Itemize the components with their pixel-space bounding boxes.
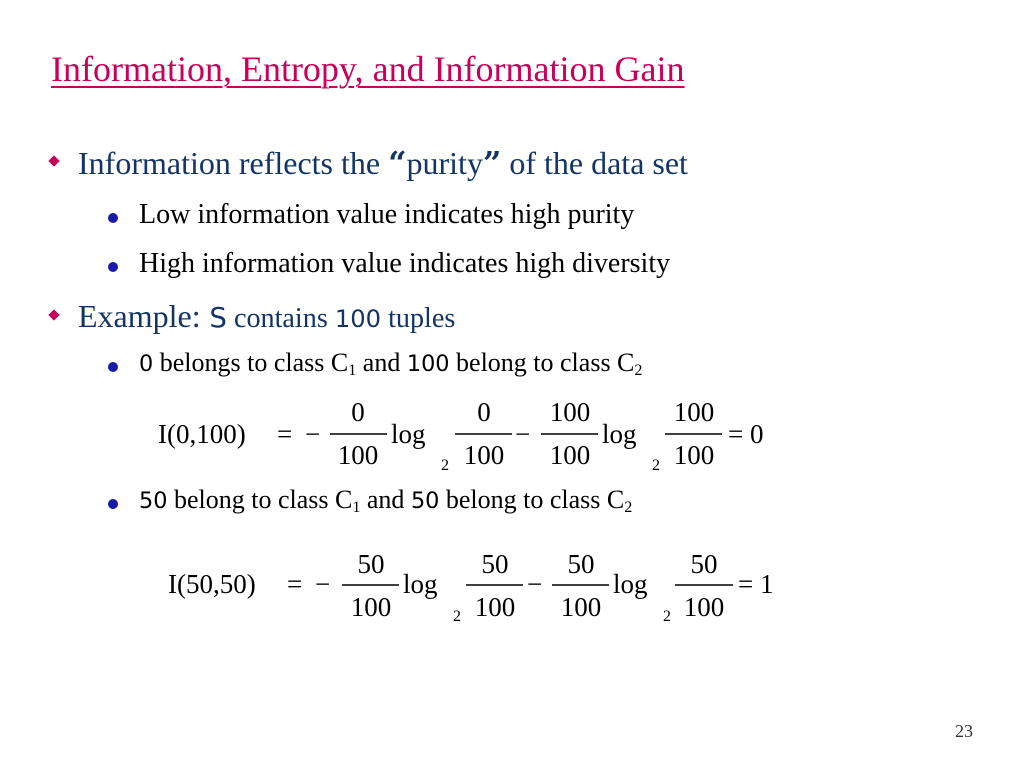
log-base: 2: [453, 608, 461, 625]
fraction-numerator: 50: [481, 549, 509, 579]
fraction-numerator: 50: [357, 549, 385, 579]
fraction-denominator: 100: [560, 592, 602, 622]
log-base: 2: [652, 457, 660, 474]
fraction-numerator: 0: [477, 397, 491, 427]
fraction-denominator: 100: [683, 592, 725, 622]
log-operator: log: [391, 419, 426, 449]
sub-bullet-low-info-text: Low information value indicates high purity: [139, 199, 635, 230]
page-number: 23: [955, 721, 973, 741]
formula-minus: −: [305, 419, 321, 449]
formula-result: = 1: [738, 569, 774, 599]
log-base: 2: [663, 608, 671, 625]
formula-minus: −: [527, 569, 543, 599]
log-operator: log: [403, 569, 438, 599]
sub-bullet-case-2-text: 50 belong to class $C_1$ and 50 belong to class $C_2$: [139, 485, 633, 517]
fraction-denominator: 100: [463, 440, 505, 470]
formula-minus: −: [515, 419, 531, 449]
sub-bullet-high-info-text: High information value indicates high diversity: [139, 248, 671, 279]
fraction-denominator: 100: [337, 440, 379, 470]
fraction-denominator: 100: [350, 592, 392, 622]
slide-title: Information, Entropy, and Information Gain: [51, 49, 685, 89]
log-operator: log: [602, 419, 637, 449]
fraction-numerator: 50: [567, 549, 595, 579]
fraction-denominator: 100: [549, 440, 591, 470]
bullet-example-text: Example: S contains 100 tuples: [78, 298, 456, 334]
fraction-numerator: 0: [351, 397, 365, 427]
fraction-denominator: 100: [474, 592, 516, 622]
log-base: 2: [441, 457, 449, 474]
formula-equals: =: [277, 419, 293, 449]
formula-result: = 0: [728, 419, 764, 449]
sub-bullet-case-1-text: 0 belongs to class $C_1$ and 100 belong to class $C_2$: [139, 348, 643, 380]
fraction-denominator: 100: [673, 440, 715, 470]
fraction-numerator: 100: [549, 397, 591, 427]
formula-minus: −: [315, 569, 331, 599]
formula-lhs: I(50,50): [168, 569, 256, 599]
formula-lhs: I(0,100): [158, 419, 246, 449]
bullet-purity-text: Information reflects the “purity” of the data set: [78, 144, 688, 182]
fraction-numerator: 100: [673, 397, 715, 427]
fraction-numerator: 50: [690, 549, 718, 579]
log-operator: log: [613, 569, 648, 599]
formula-equals: =: [287, 569, 303, 599]
